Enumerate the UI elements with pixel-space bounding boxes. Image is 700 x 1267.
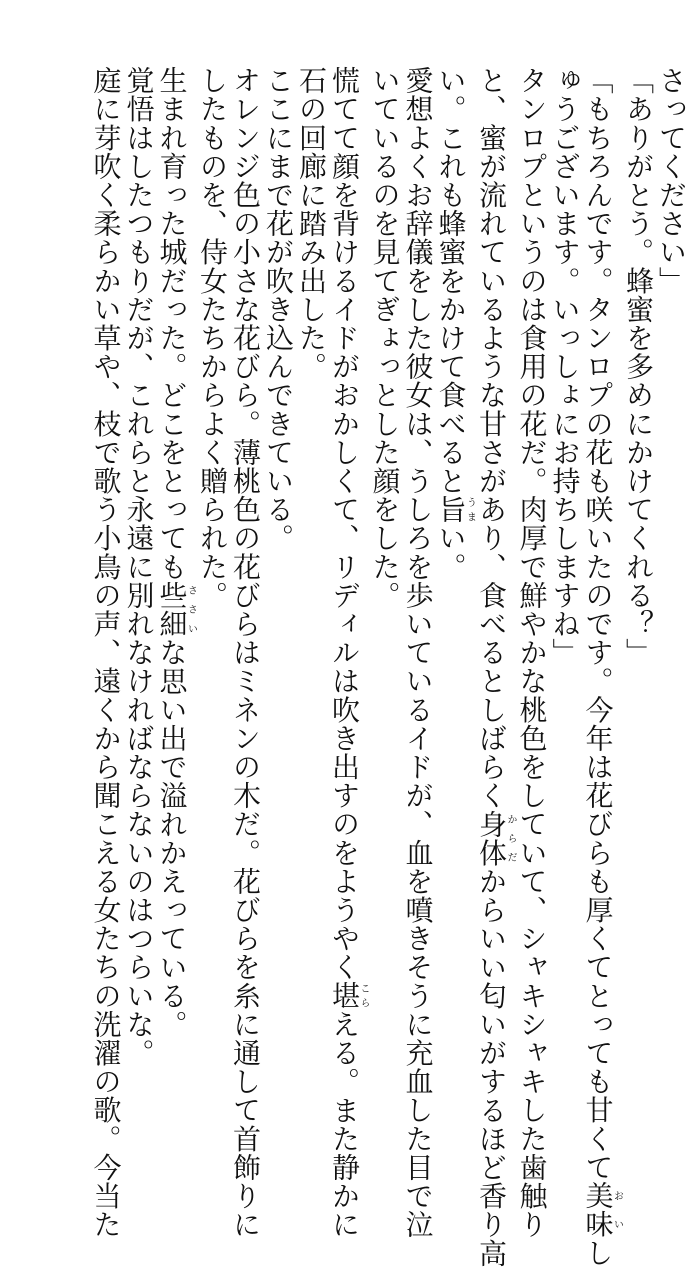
text-segment: オレンジ色の小さな花びら。薄桃色の花びらはミネンの木だ。花びらを糸に通して首飾りに xyxy=(229,66,262,1239)
text-segment: 「もちろんです。タンロプの花も咲いたのです。今年は花びらも厚くてとっても甘くて xyxy=(581,66,615,1182)
text-segment: ここにまで花が吹き込んできている。 xyxy=(262,66,295,553)
text-line xyxy=(475,66,516,1267)
text-line xyxy=(328,66,369,1239)
text-line xyxy=(155,66,197,1039)
text-segment: からいい匂いがするほど香り高 xyxy=(475,866,508,1267)
text-segment: さってください」 xyxy=(655,66,688,295)
text-segment: 「ありがとう。蜂蜜を多めにかけてくれる？」 xyxy=(622,66,655,667)
text-line xyxy=(369,66,402,971)
ruby-base: 些細 xyxy=(155,580,189,639)
text-line xyxy=(196,66,229,971)
text-line xyxy=(655,66,688,971)
text-segment: 石の回廊に踏み出した。 xyxy=(295,66,328,381)
ruby-base: 身体 xyxy=(475,809,508,867)
text-segment: と、蜜が流れているような甘さがあり、食べるとしばらく xyxy=(475,66,508,810)
ruby-word xyxy=(155,580,197,639)
text-line xyxy=(401,66,435,1239)
text-line xyxy=(435,66,476,971)
text-segment: ゅうございます。いっしょにお持ちしますね」 xyxy=(548,66,582,667)
text-line xyxy=(89,66,123,1239)
text-segment: したものを、侍女たちからよく贈られた。 xyxy=(196,66,229,610)
text-segment: いているのを見てぎょっとした顔をした。 xyxy=(368,66,402,610)
text-line xyxy=(581,66,623,1267)
ruby-reading: うま xyxy=(464,495,476,524)
text-line xyxy=(229,66,262,1239)
vertical-text-body xyxy=(89,66,689,1267)
ruby-reading: ささい xyxy=(185,580,197,639)
text-segment: し xyxy=(581,1238,615,1267)
ruby-reading: こら xyxy=(358,981,369,1010)
ruby-reading: おい xyxy=(611,1181,623,1239)
ruby-base: 旨 xyxy=(434,495,468,524)
text-segment: 愛想よくお辞儀をした彼女は、うしろを歩いているイドが、血を噴きそうに充血した目で泣 xyxy=(401,66,435,1239)
text-segment: える。また静かに xyxy=(328,1009,361,1239)
text-segment: タンロプというのは食用の花だ。肉厚で鮮やかな桃色をしていて、シャキシャキした歯触り xyxy=(515,66,549,1239)
ruby-word xyxy=(328,981,369,1010)
ruby-base: 美味 xyxy=(581,1181,615,1239)
text-line xyxy=(295,66,328,971)
text-segment: い。これも蜂蜜をかけて食べると xyxy=(434,66,468,495)
ruby-word xyxy=(434,495,476,524)
text-segment: 慌てて顔を背けるイドがおかしくて、リディルは吹き出すのをようやく xyxy=(328,66,361,982)
text-segment: 覚悟はしたつもりだが、これらと永遠に別れなければならないのはつらいな。 xyxy=(122,66,156,1067)
text-segment: 生まれ育った城だった。どこをとっても xyxy=(155,66,189,581)
text-line xyxy=(515,66,549,1239)
ruby-reading: からだ xyxy=(505,809,516,867)
text-line xyxy=(549,66,582,971)
text-line xyxy=(622,66,655,971)
text-segment: い。 xyxy=(434,523,468,581)
ruby-word xyxy=(581,1181,623,1239)
text-segment: 庭に芽吹く柔らかい草や、枝で歌う小鳥の声、遠くから聞こえる女たちの洗濯の歌。今当た xyxy=(89,66,123,1239)
ruby-word xyxy=(475,809,516,867)
text-line xyxy=(122,66,156,1067)
text-line xyxy=(262,66,295,971)
text-segment: な思い出で溢れかえっている。 xyxy=(155,638,189,1039)
ruby-base: 堪 xyxy=(328,981,361,1010)
